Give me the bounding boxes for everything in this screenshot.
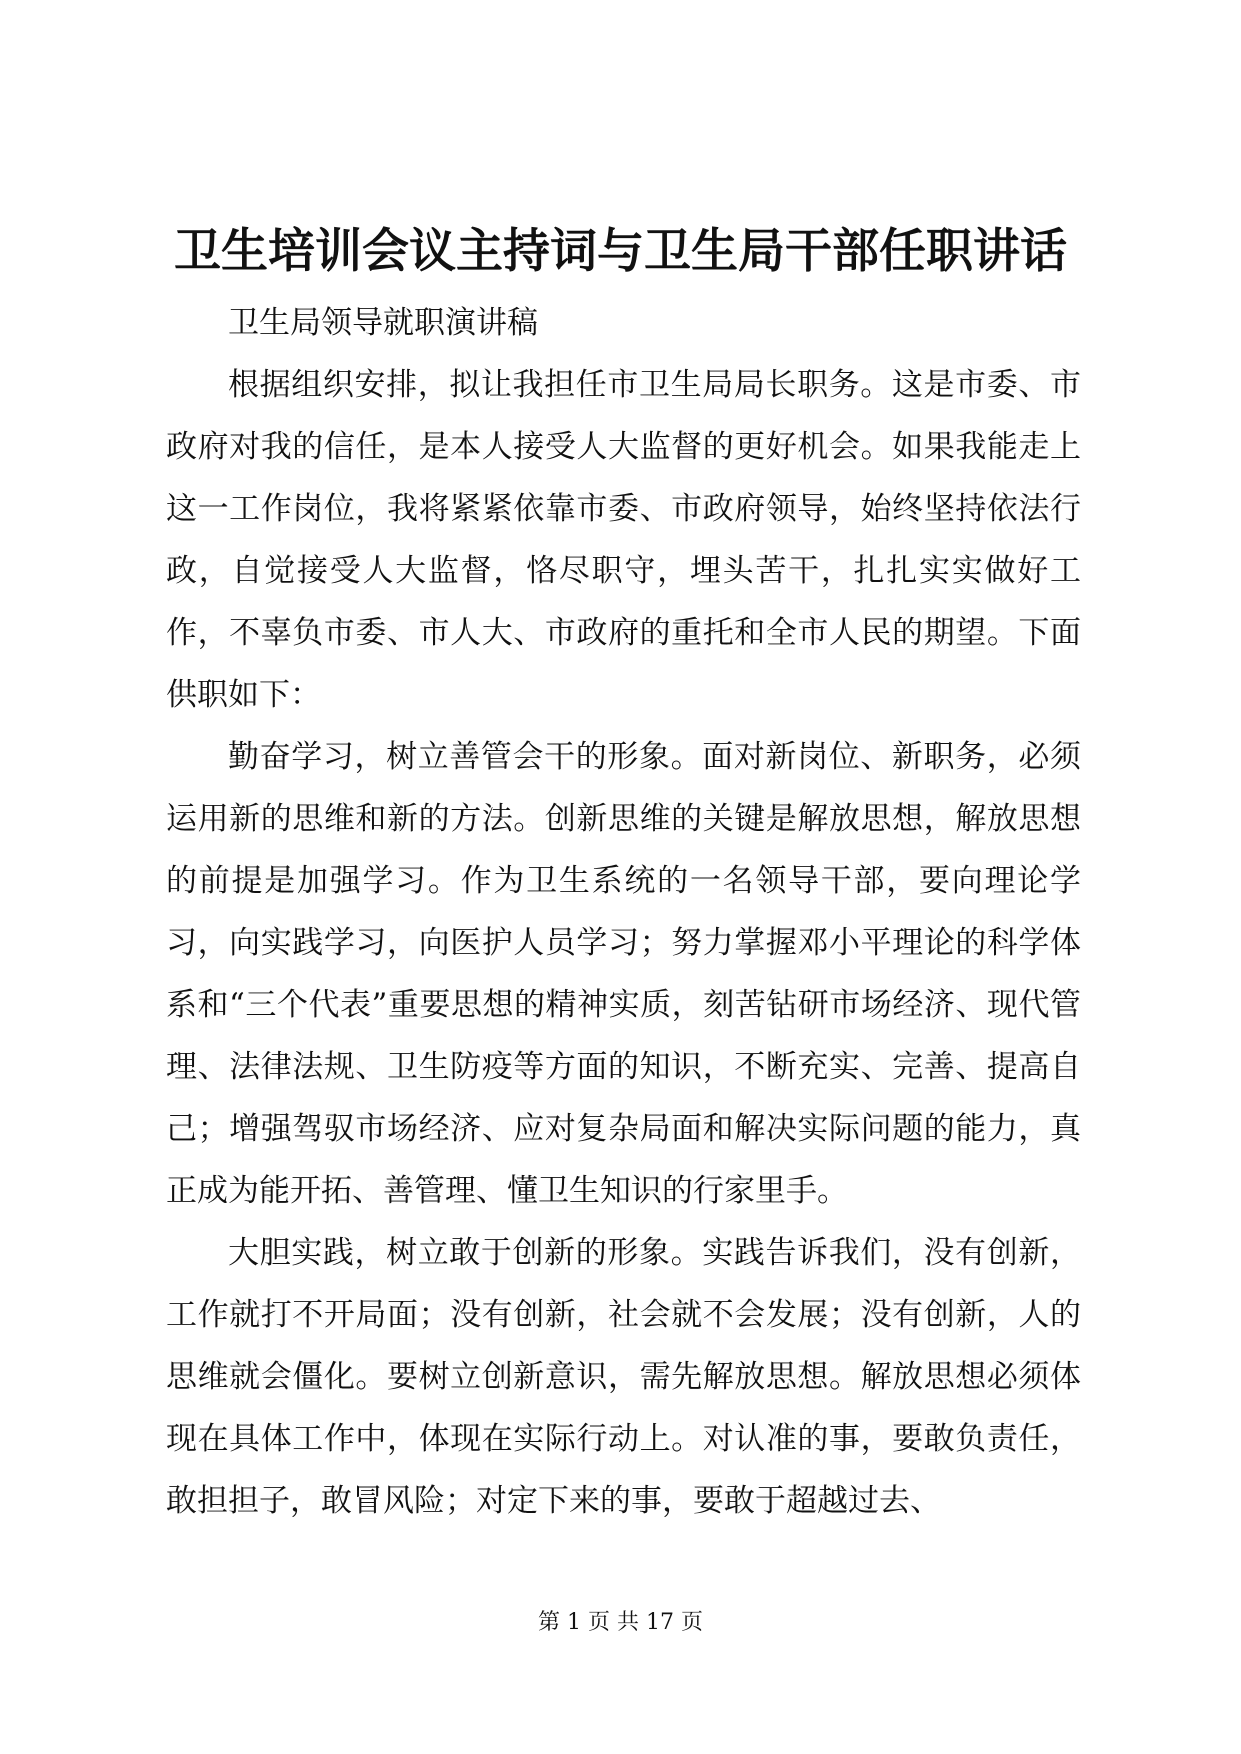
paragraph-study: 勤奋学习，树立善管会干的形象。面对新岗位、新职务，必须运用新的思维和新的方法。创新思维的关键是解放思想，解放思想的前提是加强学习。作为卫生系统的一名领导干部，要向理论学习，向实践学习，向医护人员学习；努力掌握邓小平理论的科学体系和“三个代表”重要思想的精神实质，刻苦钻研市场经济、现代管理、法律法规、卫生防疫等方面的知识，不断充实、完善、提高自己；增强驾驭市场经济、应对复杂局面和解决实际问题的能力，真正成为能开拓、善管理、懂卫生知识的行家里手。 <box>166 739 1081 1209</box>
paragraph-subtitle: 卫生局领导就职演讲稿 <box>228 305 538 341</box>
page-number-footer: 第 1 页 共 17 页 <box>538 1610 703 1635</box>
document-title: 卫生培训会议主持词与卫生局干部任职讲话 <box>174 224 1067 279</box>
paragraph-practice: 大胆实践，树立敢于创新的形象。实践告诉我们，没有创新，工作就打不开局面；没有创新，社会就不会发展；没有创新，人的思维就会僵化。要树立创新意识，需先解放思想。解放思想必须体现在具体工作中，体现在实际行动上。对认准的事，要敢负责任，敢担担子，敢冒风险；对定下来的事，要敢于超越过去、 <box>166 1235 1081 1519</box>
document-body <box>166 292 1081 1532</box>
paragraph-intro: 根据组织安排，拟让我担任市卫生局局长职务。这是市委、市政府对我的信任，是本人接受人大监督的更好机会。如果我能走上这一工作岗位，我将紧紧依靠市委、市政府领导，始终坚持依法行政，自觉接受人大监督，恪尽职守，埋头苦干，扎扎实实做好工作，不辜负市委、市人大、市政府的重托和全市人民的期望。下面供职如下： <box>166 367 1081 713</box>
